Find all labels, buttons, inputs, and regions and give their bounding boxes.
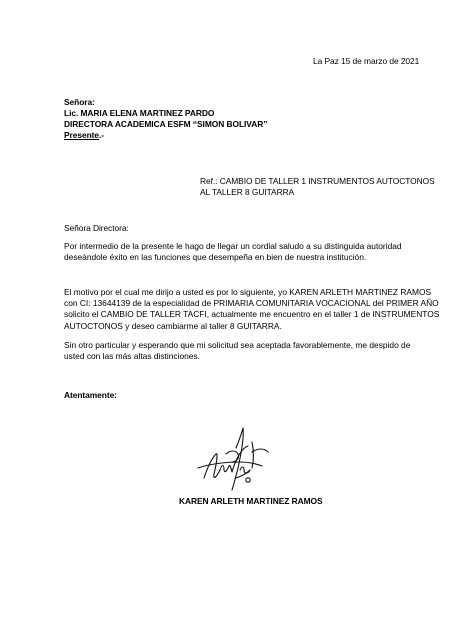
paragraph-line: deseándole éxito en las funciones que desempeña en bien de nuestra institución. [64, 252, 367, 263]
signature-name: KAREN ARLETH MARTINEZ RAMOS [179, 496, 323, 506]
presente-suffix: .- [98, 130, 105, 140]
paragraph-request [64, 287, 439, 332]
paragraph-intro [64, 241, 402, 263]
paragraph-line: con CI: 13644139 de la especialidad de PRIMARIA COMUNITARIA VOCACIONAL del PRIMER AÑO [64, 298, 439, 309]
letter-date: La Paz 15 de marzo de 2021 [313, 56, 420, 66]
recipient-name: Lic. MARIA ELENA MARTINEZ PARDO [64, 108, 215, 118]
recipient-presente [64, 130, 104, 141]
recipient-position: DIRECTORA ACADEMICA ESFM “SIMON BOLIVAR” [64, 119, 268, 129]
paragraph-line: solicito el CAMBIO DE TALLER TACFI, actualmente me encuentro en el taller 1 de INSTRUMENTOS [64, 309, 440, 320]
greeting: Señora Directora: [64, 223, 129, 233]
presente-text: Presente [64, 130, 99, 140]
paragraph-line: AUTOCTONOS y deseo cambiarme al taller 8 GUITARRA. [64, 320, 282, 331]
paragraph-line: usted con las más altas distinciones. [64, 351, 200, 362]
paragraph-line: El motivo por el cual me dirijo a usted es por lo siguiente, yo KAREN ARLETH MARTINEZ RAMOS [64, 287, 432, 297]
paragraph-line: Sin otro particular y esperando que mi solicitud sea aceptada favorablemente, me despido de [64, 340, 411, 350]
reference-line-1: Ref.: CAMBIO DE TALLER 1 INSTRUMENTOS AUTOCTONOS [200, 176, 435, 186]
recipient-salutation: Señora: [64, 97, 95, 107]
paragraph-line: Por intermedio de la presente le hago de llegar un cordial saludo a su distinguida autoridad [64, 241, 402, 251]
signature-image [196, 418, 306, 496]
closing: Atentamente: [64, 390, 117, 400]
reference-line-2: AL TALLER 8 GUITARRA [200, 187, 295, 197]
paragraph-closing [64, 340, 410, 362]
